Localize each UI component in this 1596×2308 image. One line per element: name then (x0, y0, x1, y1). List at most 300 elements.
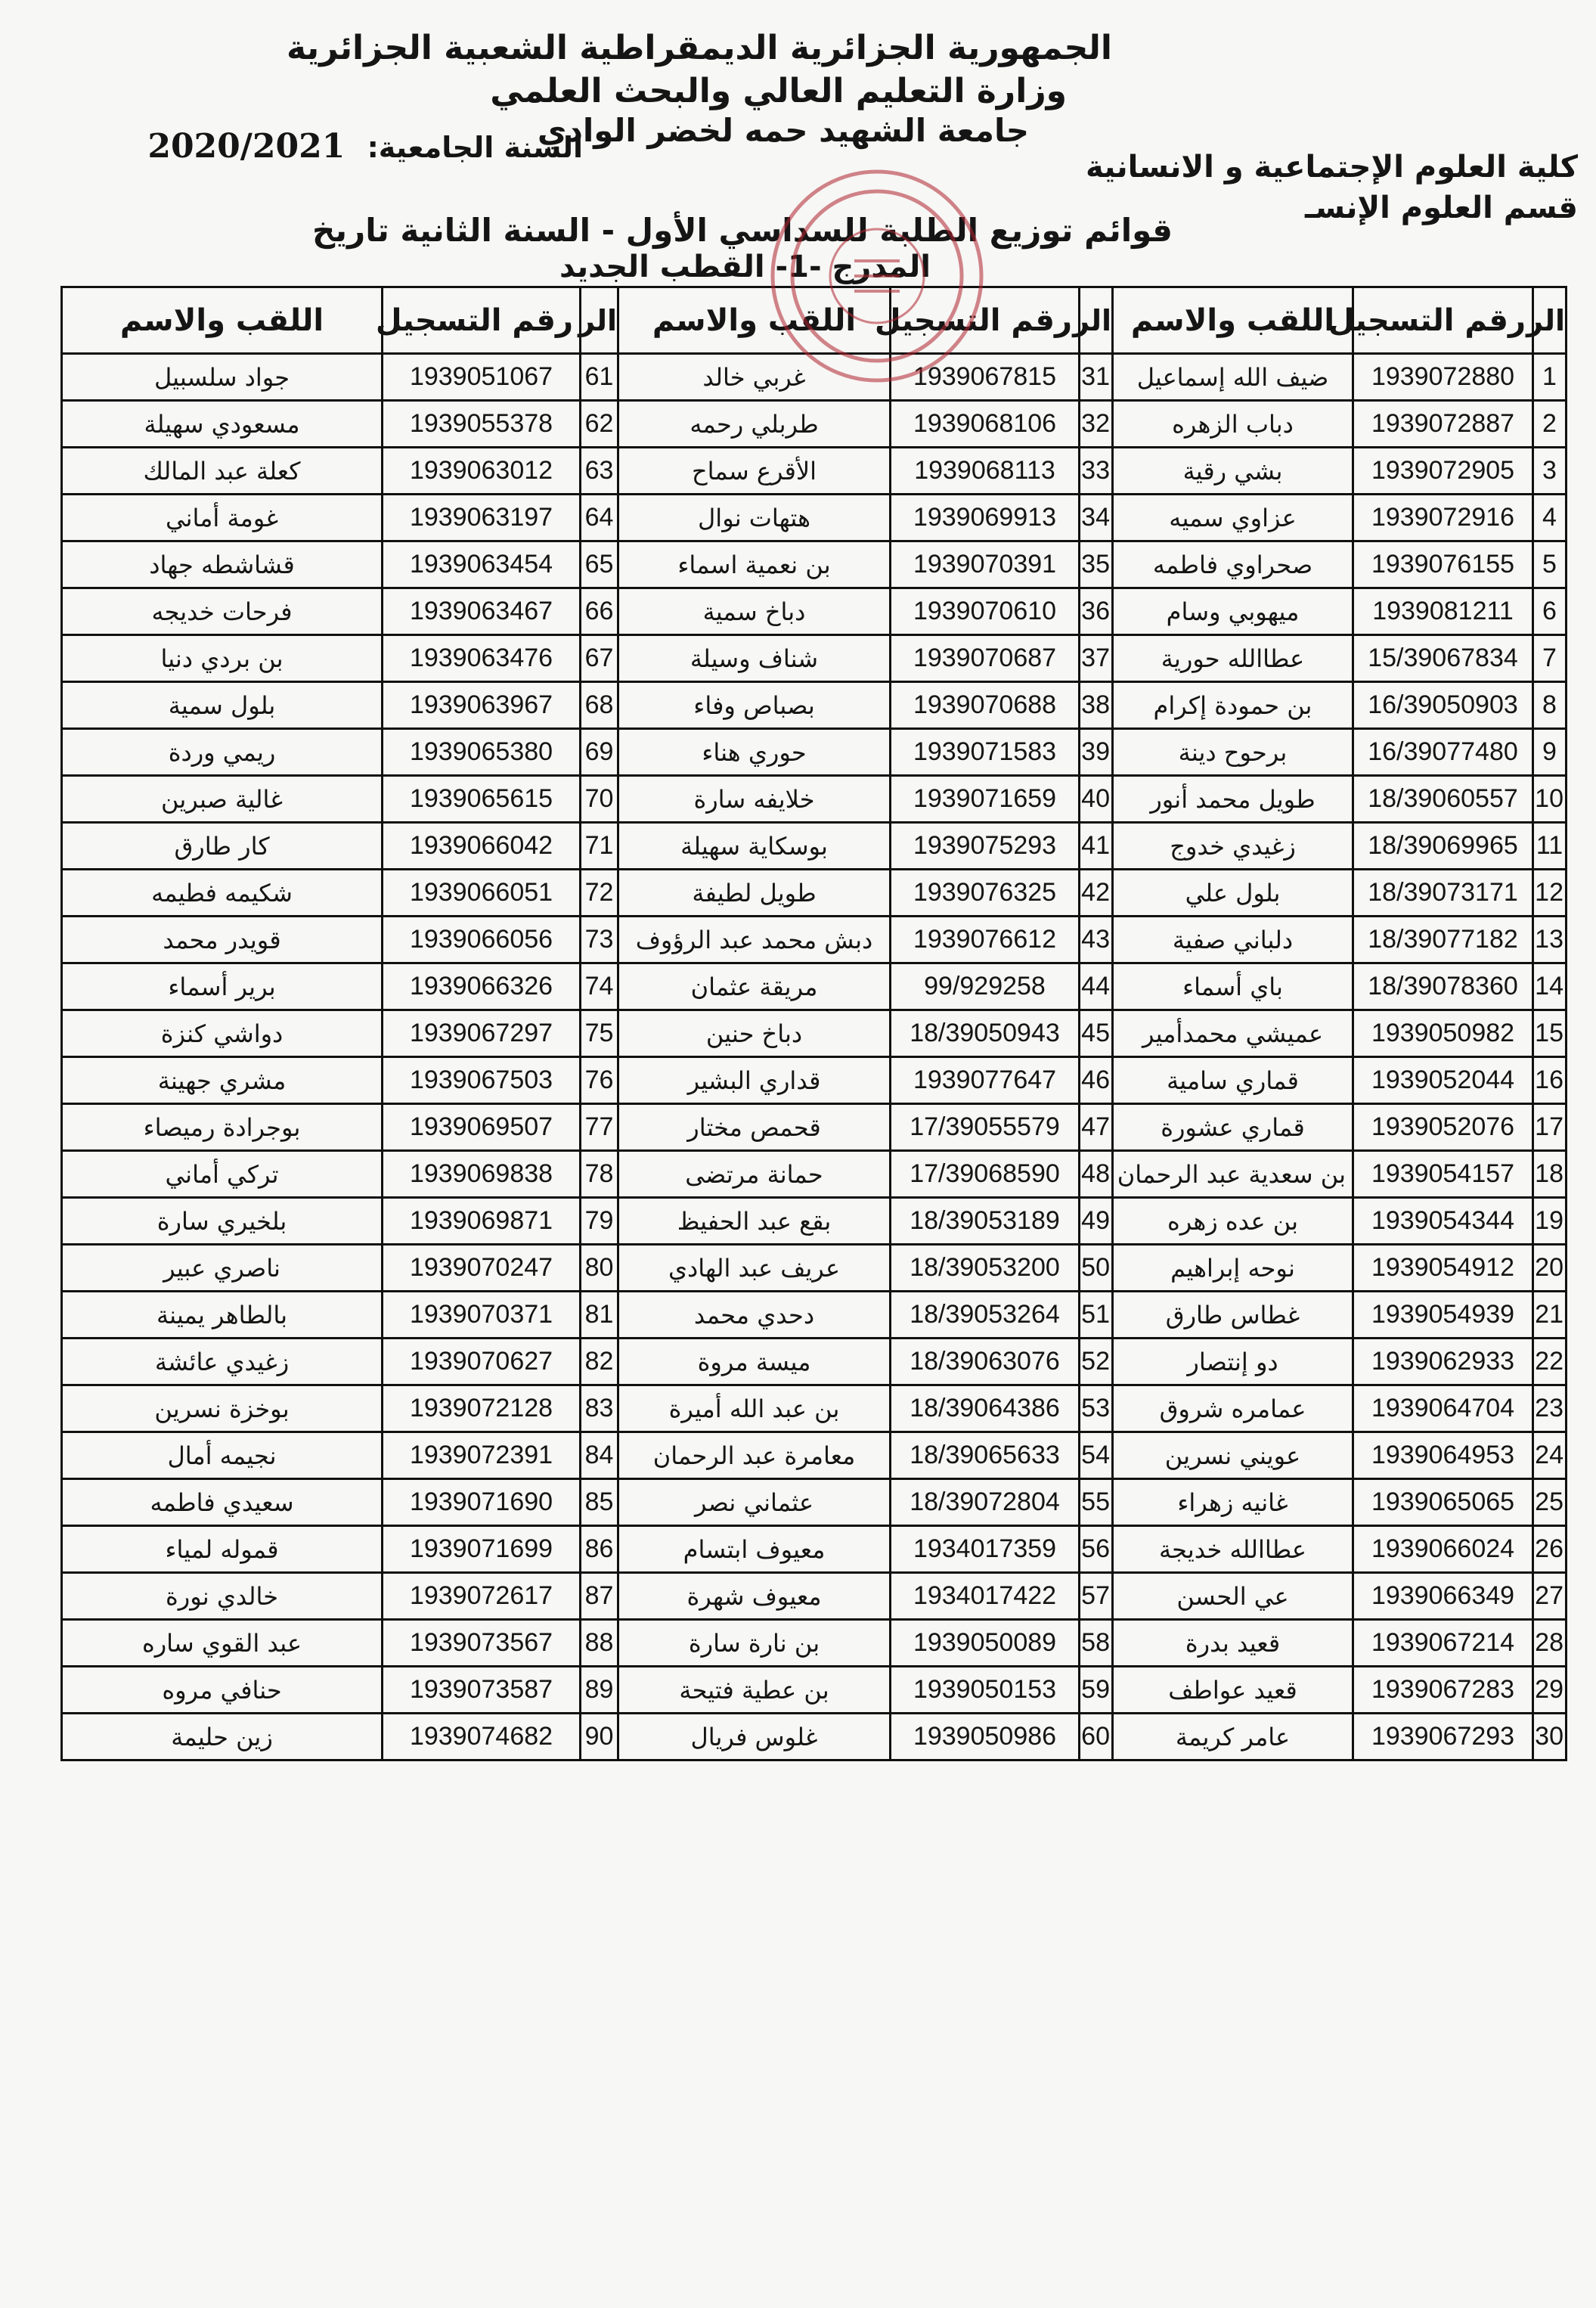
student-name: عطاالله حورية (1113, 635, 1353, 682)
student-name: برحوح دينة (1113, 729, 1353, 776)
student-name: بوخزة نسرين (62, 1385, 383, 1432)
registration-number: 18/39053189 (891, 1198, 1080, 1245)
student-name: دباب الزهره (1113, 401, 1353, 448)
table-row (62, 1573, 1567, 1620)
registration-number: 1939076155 (1353, 541, 1533, 588)
student-name: طويل محمد أنور (1113, 776, 1353, 823)
student-name: بن نارة سارة (618, 1620, 891, 1667)
row-number: 17 (1533, 1104, 1567, 1151)
academic-year-value: 2020/2021 (147, 127, 346, 166)
row-number: 76 (581, 1057, 618, 1104)
table-row (62, 1667, 1567, 1714)
student-name: غلوس فريال (618, 1714, 891, 1760)
student-name: باي أسماء (1113, 963, 1353, 1010)
registration-number: 1939073567 (383, 1620, 581, 1667)
row-number: 49 (1080, 1198, 1113, 1245)
student-name: برير أسماء (62, 963, 383, 1010)
registration-number: 18/39073171 (1353, 870, 1533, 917)
table-row (62, 495, 1567, 541)
student-name: زين حليمة (62, 1714, 383, 1760)
student-name: عويني نسرين (1113, 1432, 1353, 1479)
row-number: 14 (1533, 963, 1567, 1010)
registration-number: 16/39050903 (1353, 682, 1533, 729)
student-name: غربي خالد (618, 354, 891, 401)
registration-number: 1939070391 (891, 541, 1080, 588)
registration-number: 1939076612 (891, 917, 1080, 963)
row-number: 55 (1080, 1479, 1113, 1526)
student-name: نجيمه أمال (62, 1432, 383, 1479)
row-number: 13 (1533, 917, 1567, 963)
student-name: حنافي مروه (62, 1667, 383, 1714)
row-number: 29 (1533, 1667, 1567, 1714)
row-number: 9 (1533, 729, 1567, 776)
table-row (62, 1151, 1567, 1198)
table-row (62, 917, 1567, 963)
registration-number: 1939081211 (1353, 588, 1533, 635)
republic-title: الجمهورية الجزائرية الديمقراطية الشعبية الجزائرية (286, 29, 1112, 67)
university-title: جامعة الشهيد حمه لخضر الوادي (537, 112, 1029, 149)
row-number: 46 (1080, 1057, 1113, 1104)
row-number: 56 (1080, 1526, 1113, 1573)
student-name: عزاوي سميه (1113, 495, 1353, 541)
registration-number: 17/39068590 (891, 1151, 1080, 1198)
student-name: بن حمودة إكرام (1113, 682, 1353, 729)
row-number: 47 (1080, 1104, 1113, 1151)
registration-number: 18/39072804 (891, 1479, 1080, 1526)
student-name: قموله لمياء (62, 1526, 383, 1573)
student-name: دحدي محمد (618, 1292, 891, 1339)
row-number: 72 (581, 870, 618, 917)
registration-number: 18/39064386 (891, 1385, 1080, 1432)
registration-number: 18/39050943 (891, 1010, 1080, 1057)
table-row (62, 963, 1567, 1010)
student-name: قشاشطه جهاد (62, 541, 383, 588)
student-name: طويل لطيفة (618, 870, 891, 917)
student-name: بوسكاية سهيلة (618, 823, 891, 870)
student-name: دواشي كنزة (62, 1010, 383, 1057)
registration-number: 1939069838 (383, 1151, 581, 1198)
row-number: 51 (1080, 1292, 1113, 1339)
row-number: 84 (581, 1432, 618, 1479)
row-number: 11 (1533, 823, 1567, 870)
registration-number: 1939055378 (383, 401, 581, 448)
row-number: 44 (1080, 963, 1113, 1010)
col-header-reg: رقم التسجيل (383, 287, 581, 354)
row-number: 64 (581, 495, 618, 541)
row-number: 87 (581, 1573, 618, 1620)
student-name: عمامره شروق (1113, 1385, 1353, 1432)
student-name: عبد القوي ساره (62, 1620, 383, 1667)
row-number: 63 (581, 448, 618, 495)
student-name: قعيد عواطف (1113, 1667, 1353, 1714)
row-number: 20 (1533, 1245, 1567, 1292)
student-name: مريقة عثمان (618, 963, 891, 1010)
row-number: 68 (581, 682, 618, 729)
row-number: 66 (581, 588, 618, 635)
row-number: 8 (1533, 682, 1567, 729)
row-number: 35 (1080, 541, 1113, 588)
registration-number: 1939052044 (1353, 1057, 1533, 1104)
registration-number: 1939064953 (1353, 1432, 1533, 1479)
row-number: 40 (1080, 776, 1113, 823)
table-row (62, 1432, 1567, 1479)
student-name: بلخيري سارة (62, 1198, 383, 1245)
registration-number: 1939070371 (383, 1292, 581, 1339)
registration-number: 1939063476 (383, 635, 581, 682)
student-name: معيوف شهرة (618, 1573, 891, 1620)
col-header-reg: رقم التسجيل (891, 287, 1080, 354)
student-name: قماري عشورة (1113, 1104, 1353, 1151)
row-number: 86 (581, 1526, 618, 1573)
student-name: دو إنتصار (1113, 1339, 1353, 1385)
student-name: عميشي محمدأمير (1113, 1010, 1353, 1057)
student-name: بن عبد الله أميرة (618, 1385, 891, 1432)
row-number: 27 (1533, 1573, 1567, 1620)
student-name: دلباني صفية (1113, 917, 1353, 963)
row-number: 88 (581, 1620, 618, 1667)
student-name: كار طارق (62, 823, 383, 870)
student-name: زغيدي عائشة (62, 1339, 383, 1385)
registration-number: 1939066056 (383, 917, 581, 963)
registration-number: 1939074682 (383, 1714, 581, 1760)
row-number: 42 (1080, 870, 1113, 917)
row-number: 2 (1533, 401, 1567, 448)
row-number: 34 (1080, 495, 1113, 541)
students-table (60, 286, 1567, 1761)
student-name: خالدي نورة (62, 1573, 383, 1620)
registration-number: 1939067283 (1353, 1667, 1533, 1714)
student-name: ريمي وردة (62, 729, 383, 776)
row-number: 61 (581, 354, 618, 401)
row-number: 79 (581, 1198, 618, 1245)
registration-number: 1939069871 (383, 1198, 581, 1245)
table-row (62, 541, 1567, 588)
registration-number: 1939072905 (1353, 448, 1533, 495)
student-name: ناصري عبير (62, 1245, 383, 1292)
row-number: 25 (1533, 1479, 1567, 1526)
student-name: غومة أماني (62, 495, 383, 541)
col-header-num: الر (1533, 287, 1567, 354)
table-row (62, 682, 1567, 729)
table-row (62, 823, 1567, 870)
student-name: بلول علي (1113, 870, 1353, 917)
table-row (62, 1198, 1567, 1245)
row-number: 5 (1533, 541, 1567, 588)
table-row (62, 1714, 1567, 1760)
student-name: بالطاهر يمينة (62, 1292, 383, 1339)
registration-number: 1939072916 (1353, 495, 1533, 541)
registration-number: 1939054344 (1353, 1198, 1533, 1245)
row-number: 70 (581, 776, 618, 823)
student-name: بقع عبد الحفيظ (618, 1198, 891, 1245)
list-subtitle: المدرج -1- القطب الجديد (559, 250, 931, 284)
row-number: 36 (1080, 588, 1113, 635)
table-row (62, 1339, 1567, 1385)
student-name: ميسة مروة (618, 1339, 891, 1385)
registration-number: 1939050089 (891, 1620, 1080, 1667)
row-number: 73 (581, 917, 618, 963)
registration-number: 1939075293 (891, 823, 1080, 870)
registration-number: 99/929258 (891, 963, 1080, 1010)
student-name: مشري جهينة (62, 1057, 383, 1104)
row-number: 22 (1533, 1339, 1567, 1385)
registration-number: 1939065065 (1353, 1479, 1533, 1526)
registration-number: 1939062933 (1353, 1339, 1533, 1385)
row-number: 82 (581, 1339, 618, 1385)
row-number: 90 (581, 1714, 618, 1760)
registration-number: 1939068113 (891, 448, 1080, 495)
table-row (62, 588, 1567, 635)
table-row (62, 776, 1567, 823)
registration-number: 18/39069965 (1353, 823, 1533, 870)
registration-number: 1939071690 (383, 1479, 581, 1526)
row-number: 85 (581, 1479, 618, 1526)
row-number: 21 (1533, 1292, 1567, 1339)
student-name: غطاس طارق (1113, 1292, 1353, 1339)
registration-number: 1939066326 (383, 963, 581, 1010)
table-row (62, 1292, 1567, 1339)
student-name: سعيدي فاطمه (62, 1479, 383, 1526)
registration-number: 1939054912 (1353, 1245, 1533, 1292)
student-name: بن سعدية عبد الرحمان (1113, 1151, 1353, 1198)
registration-number: 1939050982 (1353, 1010, 1533, 1057)
col-header-name: اللقب والاسم (1113, 287, 1353, 354)
row-number: 12 (1533, 870, 1567, 917)
student-name: بصباص وفاء (618, 682, 891, 729)
registration-number: 1939065615 (383, 776, 581, 823)
registration-number: 1939067293 (1353, 1714, 1533, 1760)
student-name: قداري البشير (618, 1057, 891, 1104)
row-number: 71 (581, 823, 618, 870)
registration-number: 16/39077480 (1353, 729, 1533, 776)
registration-number: 1939067297 (383, 1010, 581, 1057)
table-row (62, 1526, 1567, 1573)
student-name: دباخ سمية (618, 588, 891, 635)
registration-number: 18/39053200 (891, 1245, 1080, 1292)
row-number: 41 (1080, 823, 1113, 870)
registration-number: 18/39053264 (891, 1292, 1080, 1339)
table-row (62, 1245, 1567, 1292)
registration-number: 1939070687 (891, 635, 1080, 682)
student-name: عطاالله خديجة (1113, 1526, 1353, 1573)
row-number: 4 (1533, 495, 1567, 541)
row-number: 33 (1080, 448, 1113, 495)
student-name: صحراوي فاطمه (1113, 541, 1353, 588)
row-number: 75 (581, 1010, 618, 1057)
table-row (62, 1479, 1567, 1526)
student-name: هتهات نوال (618, 495, 891, 541)
row-number: 26 (1533, 1526, 1567, 1573)
student-name: ميهوبي وسام (1113, 588, 1353, 635)
registration-number: 15/39067834 (1353, 635, 1533, 682)
registration-number: 18/39060557 (1353, 776, 1533, 823)
registration-number: 1939077647 (891, 1057, 1080, 1104)
registration-number: 1939067503 (383, 1057, 581, 1104)
registration-number: 1939052076 (1353, 1104, 1533, 1151)
row-number: 89 (581, 1667, 618, 1714)
student-name: بن عده زهره (1113, 1198, 1353, 1245)
student-name: بن نعمية اسماء (618, 541, 891, 588)
student-name: دبش محمد عبد الرؤوف (618, 917, 891, 963)
registration-number: 1939072887 (1353, 401, 1533, 448)
registration-number: 1939073587 (383, 1667, 581, 1714)
registration-number: 1939063967 (383, 682, 581, 729)
registration-number: 1939071659 (891, 776, 1080, 823)
col-header-num: الر (581, 287, 618, 354)
student-name: معامرة عبد الرحمان (618, 1432, 891, 1479)
row-number: 43 (1080, 917, 1113, 963)
registration-number: 1939070627 (383, 1339, 581, 1385)
row-number: 10 (1533, 776, 1567, 823)
row-number: 57 (1080, 1573, 1113, 1620)
registration-number: 1939066349 (1353, 1573, 1533, 1620)
row-number: 53 (1080, 1385, 1113, 1432)
registration-number: 1939066042 (383, 823, 581, 870)
table-row (62, 1057, 1567, 1104)
student-name: غالية صبرين (62, 776, 383, 823)
row-number: 16 (1533, 1057, 1567, 1104)
registration-number: 1939070247 (383, 1245, 581, 1292)
student-name: شناف وسيلة (618, 635, 891, 682)
row-number: 30 (1533, 1714, 1567, 1760)
student-name: بن بردي دنيا (62, 635, 383, 682)
academic-year-label: السنة الجامعية: (367, 131, 583, 164)
row-number: 28 (1533, 1620, 1567, 1667)
row-number: 32 (1080, 401, 1113, 448)
student-name: حوري هناء (618, 729, 891, 776)
student-name: معيوف ابتسام (618, 1526, 891, 1573)
row-number: 15 (1533, 1010, 1567, 1057)
row-number: 24 (1533, 1432, 1567, 1479)
student-name: عثماني نصر (618, 1479, 891, 1526)
row-number: 83 (581, 1385, 618, 1432)
table-row (62, 401, 1567, 448)
ministry-title: وزارة التعليم العالي والبحث العلمي (490, 72, 1067, 110)
registration-number: 1939063012 (383, 448, 581, 495)
row-number: 60 (1080, 1714, 1113, 1760)
registration-number: 1939070610 (891, 588, 1080, 635)
student-name: زغيدي خدوج (1113, 823, 1353, 870)
table-header-row (62, 287, 1567, 354)
registration-number: 1939054157 (1353, 1151, 1533, 1198)
row-number: 67 (581, 635, 618, 682)
table-row (62, 1385, 1567, 1432)
row-number: 48 (1080, 1151, 1113, 1198)
registration-number: 18/39078360 (1353, 963, 1533, 1010)
row-number: 69 (581, 729, 618, 776)
registration-number: 1939069913 (891, 495, 1080, 541)
student-name: قعيد بدرة (1113, 1620, 1353, 1667)
row-number: 80 (581, 1245, 618, 1292)
department-name: قسم العلوم الإنسـ (1304, 191, 1578, 225)
row-number: 54 (1080, 1432, 1113, 1479)
row-number: 7 (1533, 635, 1567, 682)
row-number: 23 (1533, 1385, 1567, 1432)
registration-number: 1939063467 (383, 588, 581, 635)
student-name: الأقرع سماح (618, 448, 891, 495)
student-name: بن عطية فتيحة (618, 1667, 891, 1714)
col-header-num: الر (1080, 287, 1113, 354)
table-row (62, 448, 1567, 495)
student-name: تركي أماني (62, 1151, 383, 1198)
student-name: بلول سمية (62, 682, 383, 729)
table-row (62, 354, 1567, 401)
student-name: ضيف الله إسماعيل (1113, 354, 1353, 401)
student-name: نوحه إبراهيم (1113, 1245, 1353, 1292)
registration-number: 1934017422 (891, 1573, 1080, 1620)
registration-number: 1939065380 (383, 729, 581, 776)
registration-number: 1939068106 (891, 401, 1080, 448)
registration-number: 1939069507 (383, 1104, 581, 1151)
registration-number: 1939050153 (891, 1667, 1080, 1714)
registration-number: 1939076325 (891, 870, 1080, 917)
registration-number: 18/39065633 (891, 1432, 1080, 1479)
registration-number: 17/39055579 (891, 1104, 1080, 1151)
row-number: 1 (1533, 354, 1567, 401)
registration-number: 18/39077182 (1353, 917, 1533, 963)
row-number: 62 (581, 401, 618, 448)
table-row (62, 1620, 1567, 1667)
registration-number: 1939067815 (891, 354, 1080, 401)
registration-number: 1939071699 (383, 1526, 581, 1573)
student-name: حمانة مرتضى (618, 1151, 891, 1198)
student-name: غانيه زهراء (1113, 1479, 1353, 1526)
row-number: 81 (581, 1292, 618, 1339)
registration-number: 1939063197 (383, 495, 581, 541)
registration-number: 1939071583 (891, 729, 1080, 776)
student-name: قحمص مختار (618, 1104, 891, 1151)
student-name: عي الحسن (1113, 1573, 1353, 1620)
table-row (62, 635, 1567, 682)
row-number: 18 (1533, 1151, 1567, 1198)
list-title: قوائم توزيع الطلبة للسداسي الأول - السنة الثانية تاريخ (312, 212, 1173, 249)
registration-number: 1939063454 (383, 541, 581, 588)
student-name: عريف عبد الهادي (618, 1245, 891, 1292)
row-number: 59 (1080, 1667, 1113, 1714)
registration-number: 18/39063076 (891, 1339, 1080, 1385)
registration-number: 1939072617 (383, 1573, 581, 1620)
registration-number: 1939054939 (1353, 1292, 1533, 1339)
col-header-name: اللقب والاسم (618, 287, 891, 354)
table-row (62, 870, 1567, 917)
student-name: عامر كريمة (1113, 1714, 1353, 1760)
registration-number: 1934017359 (891, 1526, 1080, 1573)
registration-number: 1939072880 (1353, 354, 1533, 401)
col-header-name: اللقب والاسم (62, 287, 383, 354)
table-row (62, 1010, 1567, 1057)
faculty-name: كلية العلوم الإجتماعية و الانسانية (1085, 150, 1578, 185)
row-number: 31 (1080, 354, 1113, 401)
student-name: شكيمه فطيمه (62, 870, 383, 917)
registration-number: 1939070688 (891, 682, 1080, 729)
academic-year (147, 127, 583, 166)
registration-number: 1939051067 (383, 354, 581, 401)
row-number: 52 (1080, 1339, 1113, 1385)
row-number: 65 (581, 541, 618, 588)
row-number: 74 (581, 963, 618, 1010)
row-number: 19 (1533, 1198, 1567, 1245)
student-name: فرحات خديجه (62, 588, 383, 635)
student-name: مسعودي سهيلة (62, 401, 383, 448)
student-name: دباخ حنين (618, 1010, 891, 1057)
col-header-reg: رقم التسجيل (1353, 287, 1533, 354)
row-number: 6 (1533, 588, 1567, 635)
row-number: 38 (1080, 682, 1113, 729)
registration-number: 1939072391 (383, 1432, 581, 1479)
row-number: 3 (1533, 448, 1567, 495)
student-name: جواد سلسبيل (62, 354, 383, 401)
table-row (62, 1104, 1567, 1151)
